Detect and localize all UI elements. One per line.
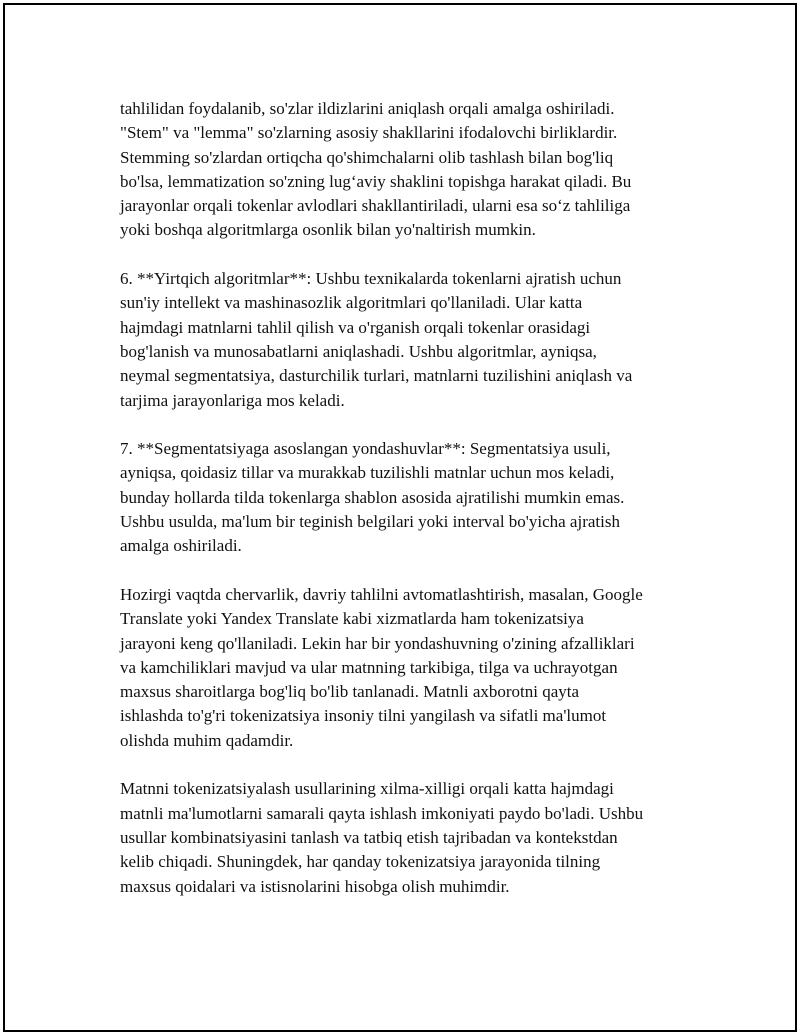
paragraph-current-usage xyxy=(120,583,700,753)
text-line: maxsus sharoitlarga bog'liq bo'lib tanlanadi. Matnli axborotni qayta xyxy=(120,682,580,702)
paragraph-conclusion xyxy=(120,777,700,898)
text-line: maxsus qoidalari va istisnolarini hisobga olish muhimdir. xyxy=(120,876,510,896)
document-body xyxy=(120,97,700,923)
text-line: jarayoni keng qo'llaniladi. Lekin har bir yondashuvning o'zining afzalliklari xyxy=(120,633,635,653)
text-line: bo'lsa, lemmatization so'zning lug‘aviy shaklini topishga harakat qiladi. Bu xyxy=(120,171,632,191)
text-line: "Stem" va "lemma" so'zlarning asosiy shakllarini ifodalovchi birliklardir. xyxy=(120,123,618,143)
text-line: ayniqsa, qoidasiz tillar va murakkab tuzilishli matnlar uchun mos keladi, xyxy=(120,463,615,483)
paragraph-item-7 xyxy=(120,437,700,558)
text-line: bunday hollarda tilda tokenlarga shablon asosida ajratilishi mumkin emas. xyxy=(120,487,625,507)
text-line: tahlilidan foydalanib, so'zlar ildizlarini aniqlash orqali amalga oshiriladi. xyxy=(120,99,615,118)
text-line: amalga oshiriladi. xyxy=(120,536,242,556)
page-frame xyxy=(3,3,797,1032)
text-line: va kamchiliklari mavjud va ular matnning tarkibiga, tilga va uchrayotgan xyxy=(120,657,618,677)
text-line: Stemming so'zlardan ortiqcha qo'shimchalarni olib tashlash bilan bog'liq xyxy=(120,147,614,167)
text-line: usullar kombinatsiyasini tanlash va tatbiq etish tajribadan va kontekstdan xyxy=(120,827,618,847)
text-line: tarjima jarayonlariga mos keladi. xyxy=(120,390,345,410)
text-line: ishlashda to'g'ri tokenizatsiya insoniy tilni yangilash va sifatli ma'lumot xyxy=(120,706,607,726)
paragraph-stemming xyxy=(120,97,700,243)
text-line: 6. **Yirtqich algoritmlar**: Ushbu texnikalarda tokenlarni ajratish uchun xyxy=(120,269,622,289)
paragraph-item-6 xyxy=(120,267,700,413)
text-line: Ushbu usulda, ma'lum bir teginish belgilari yoki interval bo'yicha ajratish xyxy=(120,512,620,532)
text-line: jarayonlar orqali tokenlar avlodlari shakllantiriladi, ularni esa so‘z tahliliga xyxy=(120,196,631,216)
text-line: Translate yoki Yandex Translate kabi xizmatlarda ham tokenizatsiya xyxy=(120,609,584,629)
text-line: neymal segmentatsiya, dasturchilik turlari, matnlarni tuzilishini aniqlash va xyxy=(120,366,633,386)
text-line: kelib chiqadi. Shuningdek, har qanday tokenizatsiya jarayonida tilning xyxy=(120,852,601,872)
text-line: hajmdagi matnlarni tahlil qilish va o'rganish orqali tokenlar orasidagi xyxy=(120,317,591,337)
text-line: Matnni tokenizatsiyalash usullarining xilma-xilligi orqali katta hajmdagi xyxy=(120,779,614,799)
text-line: bog'lanish va munosabatlarni aniqlashadi. Ushbu algoritmlar, ayniqsa, xyxy=(120,341,597,361)
text-line: matnli ma'lumotlarni samarali qayta ishlash imkoniyati paydo bo'ladi. Ushbu xyxy=(120,803,644,823)
text-line: yoki boshqa algoritmlarga osonlik bilan yo'naltirish mumkin. xyxy=(120,220,536,240)
text-line: olishda muhim qadamdir. xyxy=(120,730,294,750)
text-line: Hozirgi vaqtda chervarlik, davriy tahlilni avtomatlashtirish, masalan, Google xyxy=(120,584,643,604)
text-line: 7. **Segmentatsiyaga asoslangan yondashuvlar**: Segmentatsiya usuli, xyxy=(120,439,611,459)
text-line: sun'iy intellekt va mashinasozlik algoritmlari qo'llaniladi. Ular katta xyxy=(120,293,583,313)
